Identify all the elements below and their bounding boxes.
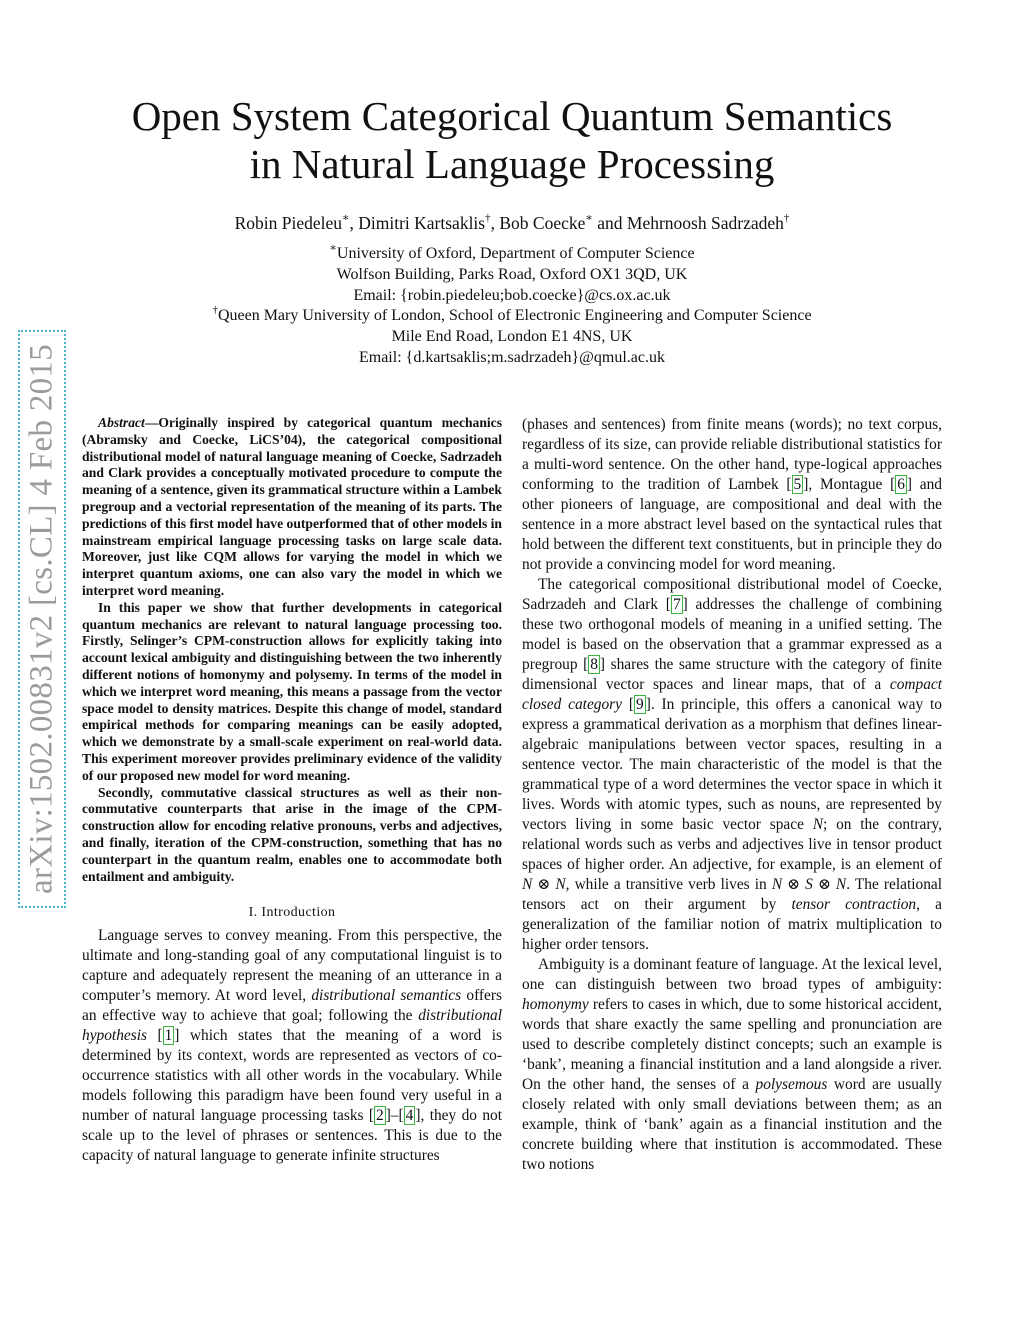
abstract-paragraph: Secondly, commutative classical structures as well as their non-commutative counterparts that arise in the image of the CPM-construction allow for encoding relative pronouns, verbs and adjectives, and finally, iteration of the CPM-construction, something that has no counterpart in the quantum realm, enables one to accommodate both entailment and ambiguity. [82,784,502,884]
author-conjunction: and [597,213,623,233]
author-name: Mehrnoosh Sadrzadeh [626,213,784,233]
affiliation-mark: † [212,304,218,317]
affiliation-mark: † [485,212,491,225]
author-list: Robin Piedeleu∗, Dimitri Kartsaklis†, Bob Coecke∗ and Mehrnoosh Sadrzadeh† [234,212,790,233]
citation-link[interactable]: 4 [405,1107,414,1125]
body-paragraph: The categorical compositional distributional model of Coecke, Sadrzadeh and Clark [ 7 ] addresses the challenge of combining these two orthogonal models of meaning in a unified setting. The model is based on the observation that a grammar expressed as a pregroup [ 8 ] shares the same structure with the category of finite dimensional vector spaces and linear maps, that of a compact closed category [ 9 ]. In principle, this offers a canonical way to express a grammatical derivation as a morphism that defines linear-algebraic manipulations between vector spaces, resulting in a sentence vector. The main characteristic of the model is that the grammatical type of a word determines the vector space in which it lives. Words with atomic types, such as nouns, are represented by vectors living in some basic vector space N; on the contrary, relational words such as verbs and adjectives live in tensor product spaces of higher order. An adjective, for example, is an element of N ⊗ N, while a transitive verb lives in N ⊗ S ⊗ N. The relational tensors act on their argument by tensor contraction, a generalization of the familiar notion of matrix multiplication to higher order tensors. [522,576,942,953]
affiliation-qmul-email: Email: {d.kartsaklis;m.sadrzadeh}@qmul.ac.uk [358,348,665,366]
math-symbol: N [812,816,823,833]
math-expression: N ⊗ N [522,876,566,893]
affiliation-oxford-address: Wolfson Building, Parks Road, Oxford OX1 3QD, UK [336,265,688,283]
abstract-paragraph: Abstract—Originally inspired by categorical quantum mechanics (Abramsky and Coecke, LiCS’04), the categorical compositional distributional model of natural language meaning of Coecke, Sadrzadeh and Clark provides a conceptually motivated procedure to compute the meaning of a sentence, given its grammatical structure within a Lambek pregroup and a vectorial representation of the meaning of its parts. The predictions of this first model have outperformed that of other models in mainstream empirical language processing tasks on large scale data. Moreover, just like CQM allows for varying the model in which we interpret quantum axioms, one can also vary the model in which we interpret word meaning. [82,415,502,598]
affiliation-mark: ∗ [585,212,593,225]
paper-title [100,92,924,188]
citation-link[interactable]: 6 [897,476,905,493]
citation-link[interactable]: 9 [635,696,644,713]
arxiv-stamp [18,330,66,908]
math-expression: N ⊗ S ⊗ N [771,876,847,893]
author-name: Dimitri Kartsaklis [358,213,486,233]
affiliations [100,241,924,369]
citation-link[interactable]: 7 [672,596,681,613]
body-paragraph: Ambiguity is a dominant feature of language. At the lexical level, one can distinguish between two broad types of ambiguity: homonymy refers to cases in which, due to some historical accident, words that share exactly the same spelling and pronunciation are used to describe completely distinct concepts; such an example is ‘bank’, meaning a financial institution and a land alongside a river. On the other hand, the senses of a polysemous word are usually closely related with only small deviations between them; as an example, think of ‘bank’ again as a financial institution and the concrete building where that institution is accommodated. These two notions [522,956,942,1173]
affiliation-mark: † [783,212,790,225]
affiliation-qmul: Queen Mary University of London, School of Electronic Engineering and Computer Science [217,307,812,325]
affiliation-mark: ∗ [342,212,350,225]
author-name: Robin Piedeleu [234,213,343,233]
right-column [522,415,942,1175]
title-line-1: Open System Categorical Quantum Semantics [131,93,893,139]
section-heading-introduction: I. Introduction [248,905,336,921]
affiliation-oxford: University of Oxford, Department of Computer Science [336,245,695,262]
title-line-2: in Natural Language Processing [249,141,775,187]
body-paragraph: Language serves to convey meaning. From this perspective, the ultimate and long-standing goal of any computational linguist is to capture and adequately represent the meaning of an utterance in a computer’s memory. At word level, distributional semantics offers an effective way to achieve that goal; following the distributional hypothesis [ 1 ] which states that the meaning of a word is determined by its context, words are represented as vectors of co-occurrence statistics with all other words in the vocabulary. While models following this paradigm have been found very useful in a number of natural language processing tasks [ 2 ]–[ 4 ], they do not scale up to the level of phrases or sentences. This is due to the capacity of natural language to generate infinite structures [82,927,503,1165]
abstract-label: Abstract [98,415,145,430]
left-column [82,415,502,1166]
author-name: Bob Coecke [499,213,586,233]
arxiv-identifier: arXiv:1502.00831v2 [cs.CL] 4 Feb 2015 [23,343,60,895]
citation-link[interactable]: 2 [376,1107,384,1125]
abstract [82,415,502,885]
body-paragraph: (phases and sentences) from finite means (words); no text corpus, regardless of its size, can provide reliable distributional statistics for a multi-word sentence. On the other hand, type-logical approaches conforming to the tradition of Lambek [ 5 ], Montague [ 6 ] and other pioneers of language, are compositional and deal with the sentence in a more abstract level based on the syntactical rules that hold between the different text constituents, but in principle they do not provide a convincing model for word meaning. [522,416,943,573]
introduction-text [82,926,502,1166]
abstract-paragraph: In this paper we show that further developments in categorical quantum mechanics are relevant to natural language processing too. Firstly, Selinger’s CPM-construction allows for explicitly taking into account lexical ambiguity and distinguishing between the two inherently different notions of homonymy and polysemy. In terms of the model in which we interpret word meaning, this means a passage from the vector space model to density matrices. Despite this change of model, standard empirical methods for comparing meanings can be easily adopted, which we demonstrate by a small-scale experiment on real-world data. This experiment moreover provides preliminary evidence of the validity of our proposed new model for word meaning. [82,599,502,783]
citation-link[interactable]: 1 [164,1027,173,1045]
citation-link[interactable]: 5 [793,476,802,493]
citation-link[interactable]: 8 [590,656,598,673]
affiliation-qmul-address: Mile End Road, London E1 4NS, UK [391,328,633,346]
affiliation-mark: ∗ [329,241,337,254]
affiliation-oxford-email: Email: {robin.piedeleu;bob.coecke}@cs.ox.ac.uk [353,286,671,304]
